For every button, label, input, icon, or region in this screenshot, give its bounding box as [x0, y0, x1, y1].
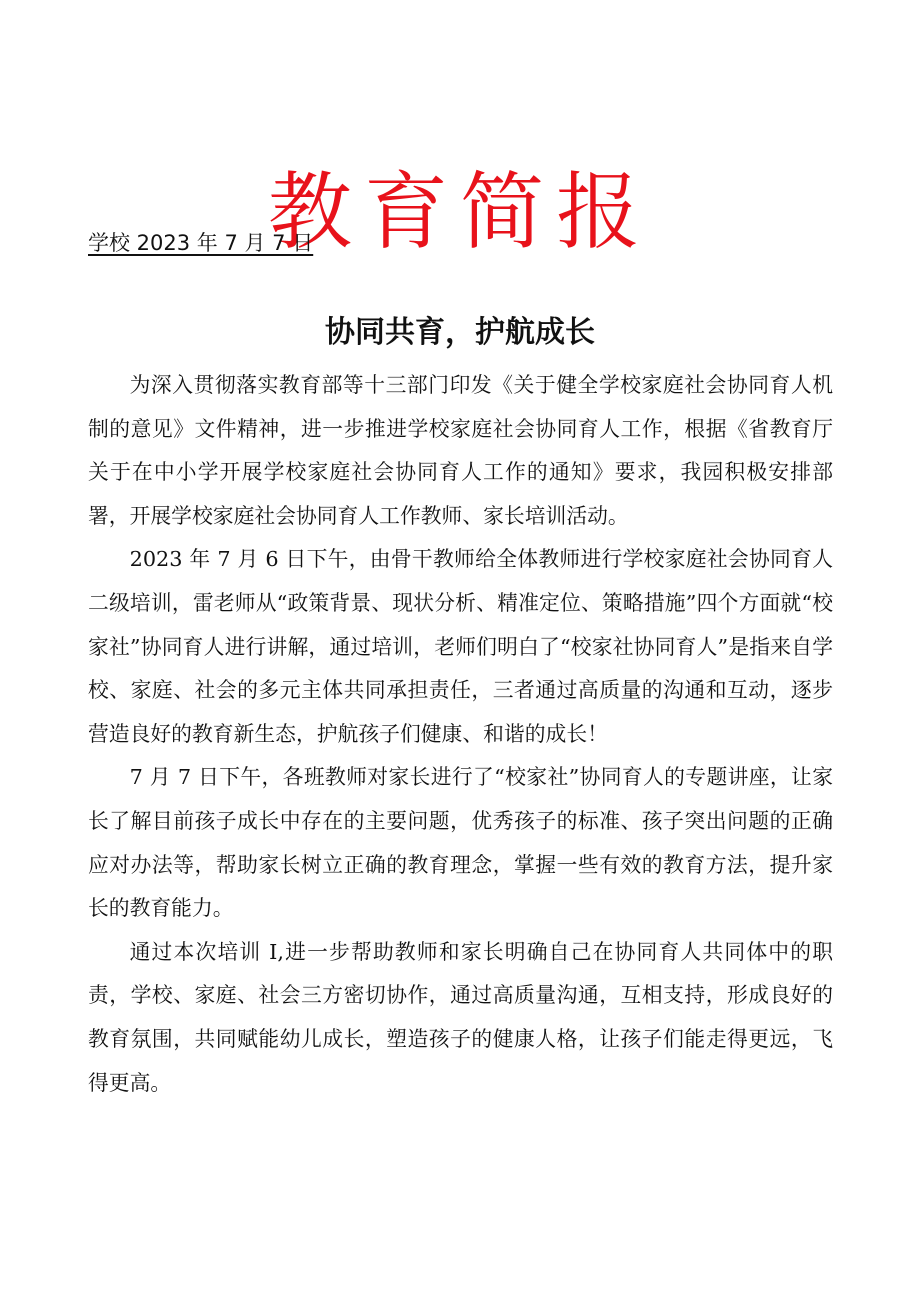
paragraph-parent-lecture: 7 月 7 日下午，各班教师对家长进行了“校家社”协同育人的专题讲座，让家长了解目前孩子成长中存在的主要问题，优秀孩子的标准、孩子突出问题的正确应对办法等，帮助家长树立正确的教育理念，掌握一些有效的教育方法，提升家长的教育能力。 [88, 765, 833, 921]
paragraph-conclusion: 通过本次培训 I,进一步帮助教师和家长明确自己在协同育人共同体中的职责，学校、家庭、社会三方密切协作，通过高质量沟通，互相支持，形成良好的教育氛围，共同赋能幼儿成长，塑造孩子的健康人格，让孩子们能走得更远，飞得更高。 [88, 939, 833, 1095]
paragraph-teacher-training: 2023 年 7 月 6 日下午，由骨干教师给全体教师进行学校家庭社会协同育人二级培训，雷老师从“政策背景、现状分析、精准定位、策略措施”四个方面就“校家社”协同育人进行讲解，通过培训，老师们明白了“校家社协同育人”是指来自学校、家庭、社会的多元主体共同承担责任，三者通过高质量的沟通和互动，逐步营造良好的教育新生态，护航孩子们健康、和谐的成长！ [88, 547, 833, 746]
paragraph-intro: 为深入贯彻落实教育部等十三部门印发《关于健全学校家庭社会协同育人机制的意见》文件精神，进一步推进学校家庭社会协同育人工作，根据《省教育厅关于在中小学开展学校家庭社会协同育人工作的通知》要求，我园积极安排部署，开展学校家庭社会协同育人工作教师、家长培训活动。 [88, 373, 833, 528]
article-title: 协同共育，护航成长 [325, 314, 595, 350]
masthead-title: 教育简报 [267, 163, 652, 262]
dateline: 学校 2023 年 7 月 7 日 [88, 231, 314, 255]
article-body [88, 364, 833, 1105]
